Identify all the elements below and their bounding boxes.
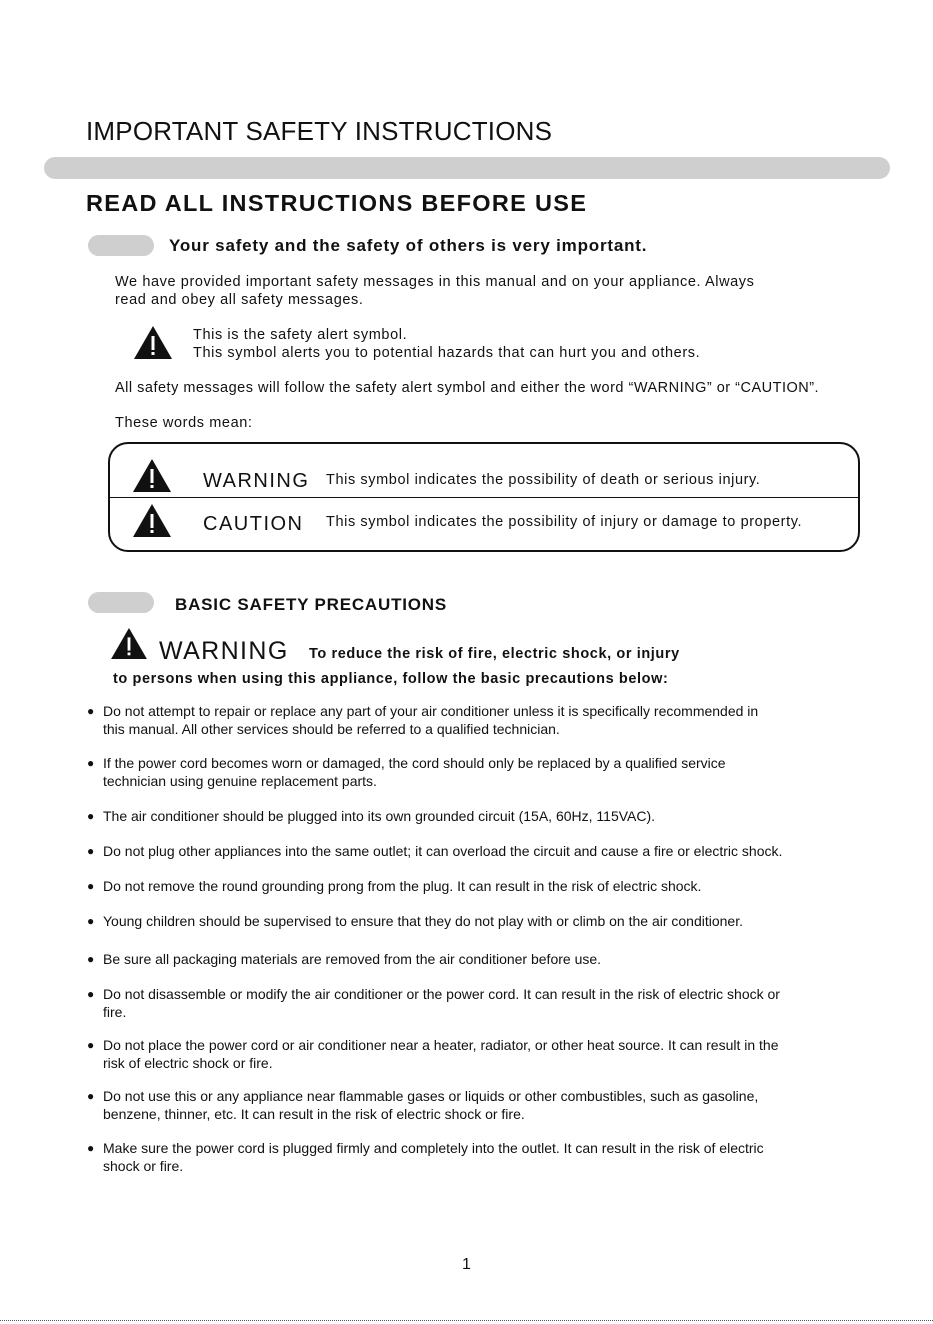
warning-triangle-icon [110,627,148,660]
alert-symbol-line-2: This symbol alerts you to potential hazards that can hurt you and others. [193,345,701,361]
read-instructions-heading: READ ALL INSTRUCTIONS BEFORE USE [86,190,588,216]
caution-signal-word: CAUTION [203,513,304,535]
words-mean-text: These words mean: [115,415,253,431]
warning-signal-word: WARNING [203,470,310,492]
section-pill [88,235,154,256]
warning-triangle-icon [132,458,172,493]
list-item: ● Do not plug other appliances into the same outlet; it can overload the circuit and cause a fire or electric shock. [87,843,783,859]
precautions-warning-word: WARNING [159,637,289,665]
basic-precautions-heading: BASIC SAFETY PRECAUTIONS [175,595,448,614]
box-divider [110,497,858,498]
intro-line-2: read and obey all safety messages. [115,292,364,308]
list-item: ● Do not use this or any appliance near flammable gases or liquids or other combustibles, such as gasoline, benzene, thinner, etc. It can result in the risk of electric shock or fire. [87,1088,759,1122]
alert-symbol-line-1: This is the safety alert symbol. [193,327,408,343]
follow-text: All safety messages will follow the safety alert symbol and either the word “WARNING” or “CAUTION”. [115,380,820,396]
safety-heading: Your safety and the safety of others is very important. [169,236,648,255]
title-divider-bar [44,157,890,179]
list-item: ● Do not remove the round grounding prong from the plug. It can result in the risk of electric shock. [87,878,702,894]
warning-description: This symbol indicates the possibility of death or serious injury. [326,472,761,488]
warning-triangle-icon [132,503,172,538]
list-item: ● If the power cord becomes worn or damaged, the cord should only be replaced by a qualified service technician using genuine replacement parts. [87,755,726,789]
list-item: ● Do not disassemble or modify the air conditioner or the power cord. It can result in the risk of electric shock or fire. [87,986,780,1020]
section-pill [88,592,154,613]
signal-word-box [108,442,860,552]
page-bottom-border [0,1320,933,1321]
list-item: ● Do not attempt to repair or replace any part of your air conditioner unless it is specifically recommended in this manual. All other services should be referred to a qualified technician. [87,703,759,737]
precautions-warning-text-1: To reduce the risk of fire, electric shock, or injury [309,646,680,662]
page-title: IMPORTANT SAFETY INSTRUCTIONS [86,116,553,146]
precautions-warning-text-2: to persons when using this appliance, follow the basic precautions below: [113,671,669,687]
list-item: ● Make sure the power cord is plugged firmly and completely into the outlet. It can result in the risk of electric shock or fire. [87,1140,764,1174]
list-item: ● Do not place the power cord or air conditioner near a heater, radiator, or other heat source. It can result in the risk of electric shock or fire. [87,1037,779,1071]
list-item: ● Young children should be supervised to ensure that they do not play with or climb on the air conditioner. [87,913,743,929]
list-item: ● The air conditioner should be plugged into its own grounded circuit (15A, 60Hz, 115VAC). [87,808,656,824]
page-number: 1 [462,1256,471,1273]
warning-triangle-icon [133,325,173,360]
caution-description: This symbol indicates the possibility of injury or damage to property. [326,514,803,530]
intro-line-1: We have provided important safety messages in this manual and on your appliance. Always [115,274,755,290]
list-item: ● Be sure all packaging materials are removed from the air conditioner before use. [87,951,602,967]
